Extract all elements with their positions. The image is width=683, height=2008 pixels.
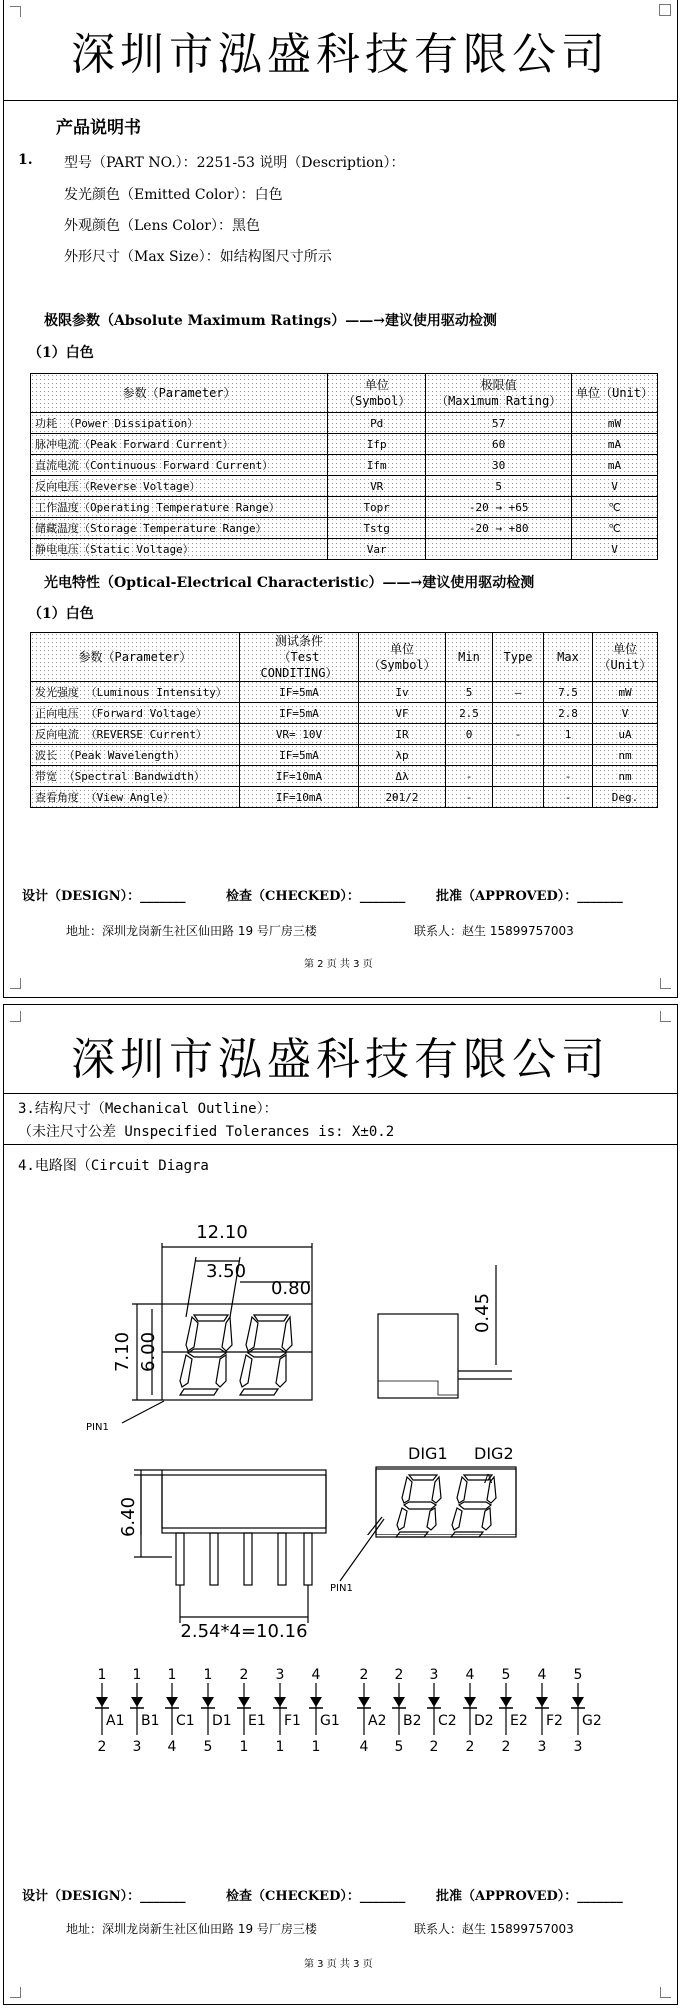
- pin-bottom-number: 5: [394, 1739, 404, 1755]
- table-cell: 发光强度 （Luminous Intensity）: [31, 682, 240, 703]
- table-row: [31, 766, 658, 787]
- pin-top-number: 4: [465, 1667, 475, 1683]
- diode-icon: [500, 1697, 512, 1707]
- diode-icon: [202, 1697, 214, 1707]
- segment-label: F1: [284, 1713, 301, 1729]
- segment-label: B1: [141, 1713, 160, 1729]
- contact: 联系人：赵生 15899757003: [414, 924, 574, 938]
- sign-design: 设计（DESIGN）：_______: [22, 1889, 186, 1904]
- table-row: [31, 682, 658, 703]
- diode-icon: [238, 1697, 250, 1707]
- table-cell: 1: [544, 724, 593, 745]
- doc-heading: 产品说明书: [56, 118, 141, 138]
- dim-digit-width: 3.50: [205, 1261, 247, 1282]
- crop-mark-icon: [660, 1011, 671, 1022]
- table-header: 极限值 （Maximum Rating）: [426, 374, 572, 413]
- table-cell: [493, 766, 544, 787]
- table-cell: [493, 745, 544, 766]
- table-header: 参数（Parameter）: [31, 374, 328, 413]
- front-body-outline: [162, 1475, 326, 1533]
- led-segment-d1: [201, 1667, 232, 1755]
- led-segment-g2: [571, 1667, 602, 1755]
- table-cell: [493, 703, 544, 724]
- sign-checked: 检查（CHECKED）：_______: [226, 889, 406, 904]
- pin-bottom-number: 2: [429, 1739, 439, 1755]
- dim-width-total: 12.10: [196, 1222, 248, 1243]
- abs-arrow-text: 建议使用驱动检测: [384, 313, 497, 329]
- led-segment-d2: [463, 1667, 494, 1755]
- circuit-svg: [4, 1665, 679, 1755]
- pin-top-number: 5: [573, 1667, 583, 1683]
- table-cell: IF=5mA: [240, 745, 359, 766]
- header-rule: [4, 100, 677, 101]
- diode-icon: [572, 1697, 584, 1707]
- table-row: [31, 539, 658, 560]
- table-cell: 直流电流（Continuous Forward Current）: [31, 455, 328, 476]
- max-size: 外形尺寸（Max Size）：如结构图尺寸所示: [64, 249, 332, 265]
- diode-icon: [358, 1697, 370, 1707]
- table-row: [31, 434, 658, 455]
- table-cell: 工作温度（Operating Temperature Range）: [31, 497, 328, 518]
- section-number: 1.: [18, 152, 33, 168]
- table-cell: -: [544, 766, 593, 787]
- table-cell: mW: [593, 682, 658, 703]
- sign-approved: 批准（APPROVED）：_______: [436, 1889, 623, 1904]
- model-line: 型号（PART NO.）：2251-53 说明（Description）：: [64, 155, 405, 171]
- dim-height-inner: 6.00: [138, 1331, 159, 1373]
- pin-top-number: 2: [239, 1667, 249, 1683]
- digit-2-outline: [451, 1475, 496, 1537]
- lens-color: 外观颜色（Lens Color）：黑色: [64, 218, 260, 234]
- table-cell: Ifm: [328, 455, 426, 476]
- table-cell: 7.5: [544, 682, 593, 703]
- table-cell: -20 → +80: [426, 518, 572, 539]
- pin-top-number: 3: [275, 1667, 285, 1683]
- table-cell: Δλ: [359, 766, 446, 787]
- dim-seg-width: 0.80: [270, 1278, 312, 1299]
- table-cell: Topr: [328, 497, 426, 518]
- page-1: [3, 0, 678, 998]
- led-segment-a2: [357, 1667, 386, 1755]
- table-cell: [544, 745, 593, 766]
- pin-bottom-number: 1: [239, 1739, 249, 1755]
- table-cell: 正向电压 （Forward Voltage）: [31, 703, 240, 724]
- mech-heading: 3.结构尺寸（Mechanical Outline）：: [18, 1101, 278, 1117]
- table-cell: IF=5mA: [240, 703, 359, 724]
- pin-lead: [210, 1533, 218, 1585]
- table-cell: IF=5mA: [240, 682, 359, 703]
- pin-bottom-number: 1: [275, 1739, 285, 1755]
- opt-heading-text: 光电特性（Optical-Electrical Characteristic）: [44, 575, 383, 591]
- table-cell: Ifp: [328, 434, 426, 455]
- pin-top-number: 2: [394, 1667, 404, 1683]
- seg-a-label: A: [484, 1472, 493, 1486]
- address: 地址：深圳龙岗新生社区仙田路 19 号厂房三楼: [66, 924, 317, 938]
- pin-bottom-number: 3: [132, 1739, 142, 1755]
- arrow-right-icon: ——→: [382, 575, 423, 591]
- table-cell: 30: [426, 455, 572, 476]
- crop-mark-icon: [660, 1987, 671, 1998]
- pin-top-number: 3: [429, 1667, 439, 1683]
- dim-pin-pitch: 2.54*4=10.16: [180, 1621, 308, 1642]
- side-view-outline: [378, 1314, 458, 1398]
- table-row: [31, 455, 658, 476]
- table-cell: —: [493, 682, 544, 703]
- table-cell: VR: [328, 476, 426, 497]
- table-cell: Var: [328, 539, 426, 560]
- pin-bottom-number: 4: [359, 1739, 369, 1755]
- segment-label: D2: [474, 1713, 494, 1729]
- table-cell: 静电电压（Static Voltage）: [31, 539, 328, 560]
- contact: 联系人：赵生 15899757003: [414, 1922, 574, 1936]
- table-cell: -: [544, 787, 593, 808]
- arrow-right-icon: ——→: [345, 313, 385, 329]
- crop-mark-icon: [10, 1987, 21, 1998]
- pin-top-number: 1: [167, 1667, 177, 1683]
- led-segment-b2: [392, 1667, 422, 1755]
- table-header: Min: [446, 633, 493, 682]
- pin-top-number: 4: [311, 1667, 321, 1683]
- abs-max-table: [30, 373, 658, 560]
- table-cell: ℃: [572, 497, 658, 518]
- table-cell: [493, 787, 544, 808]
- pin1-label-b: PIN1: [330, 1583, 353, 1594]
- pin-bottom-number: 2: [501, 1739, 511, 1755]
- table-cell: mA: [572, 434, 658, 455]
- table-cell: 脉冲电流（Peak Forward Current）: [31, 434, 328, 455]
- table-cell: 2.5: [446, 703, 493, 724]
- table-cell: 60: [426, 434, 572, 455]
- sign-design: 设计（DESIGN）：_______: [22, 889, 186, 904]
- pin-top-number: 1: [203, 1667, 213, 1683]
- table-cell: 功耗 （Power Dissipation）: [31, 413, 328, 434]
- table-cell: IF=10mA: [240, 766, 359, 787]
- table-row: [31, 745, 658, 766]
- pin-bottom-number: 2: [97, 1739, 107, 1755]
- table-header: 单位（Unit）: [572, 374, 658, 413]
- pin-bottom-number: 1: [311, 1739, 321, 1755]
- section-rule: [4, 1144, 677, 1145]
- table-cell: λp: [359, 745, 446, 766]
- dim-pin-height: 6.40: [118, 1496, 139, 1538]
- diode-icon: [131, 1697, 143, 1707]
- table-header: 单位 （Unit）: [593, 633, 658, 682]
- pin-bottom-number: 3: [537, 1739, 547, 1755]
- table-cell: Pd: [328, 413, 426, 434]
- pin-lead: [176, 1533, 184, 1585]
- table-cell: VF: [359, 703, 446, 724]
- table-row: [31, 787, 658, 808]
- dig1-label: DIG1: [408, 1444, 448, 1463]
- pin-bottom-number: 5: [203, 1739, 213, 1755]
- dim-side-thickness: 0.45: [472, 1292, 493, 1334]
- table-row: [31, 497, 658, 518]
- table-cell: IF=10mA: [240, 787, 359, 808]
- company-title: 深圳市泓盛科技有限公司: [71, 29, 610, 80]
- table-cell: -: [446, 766, 493, 787]
- crop-mark-icon: [10, 978, 21, 989]
- table-cell: 波长 （Peak Wavelength）: [31, 745, 240, 766]
- pin-top-number: 1: [97, 1667, 107, 1683]
- led-segment-c2: [427, 1667, 457, 1755]
- table-cell: mA: [572, 455, 658, 476]
- table-header: 参数（Parameter）: [31, 633, 240, 682]
- table-cell: V: [572, 539, 658, 560]
- segment-label: A2: [368, 1713, 387, 1729]
- table-row: [31, 413, 658, 434]
- sign-approved: 批准（APPROVED）：_______: [436, 889, 623, 904]
- opt-subheading: （1）白色: [28, 606, 94, 622]
- segment-label: C2: [438, 1713, 457, 1729]
- circuit-heading: 4.电路图（Circuit Diagra: [18, 1158, 209, 1174]
- table-cell: ℃: [572, 518, 658, 539]
- segment-label: E1: [248, 1713, 266, 1729]
- led-segment-f1: [273, 1667, 301, 1755]
- table-cell: 57: [426, 413, 572, 434]
- table-cell: [426, 539, 572, 560]
- diode-icon: [464, 1697, 476, 1707]
- table-cell: -: [493, 724, 544, 745]
- company-title: 深圳市泓盛科技有限公司: [71, 1034, 610, 1085]
- digit-2-outline: [240, 1315, 292, 1395]
- emitted-color: 发光颜色（Emitted Color）：白色: [64, 187, 283, 203]
- table-row: [31, 703, 658, 724]
- opt-elec-table: [30, 632, 658, 808]
- table-cell: nm: [593, 766, 658, 787]
- led-segment-c1: [165, 1667, 195, 1755]
- table-cell: 储藏温度（Storage Temperature Range）: [31, 518, 328, 539]
- table-cell: 反向电压（Reverse Voltage）: [31, 476, 328, 497]
- table-header: Max: [544, 633, 593, 682]
- table-cell: 0: [446, 724, 493, 745]
- crop-mark-icon: [10, 1011, 21, 1022]
- segment-label: C1: [176, 1713, 195, 1729]
- segment-label: E2: [510, 1713, 528, 1729]
- diode-icon: [96, 1697, 108, 1707]
- table-cell: 2θ1/2: [359, 787, 446, 808]
- led-segment-e2: [499, 1667, 528, 1755]
- table-header: Type: [493, 633, 544, 682]
- table-header: 单位 （Symbol）: [359, 633, 446, 682]
- address: 地址：深圳龙岗新生社区仙田路 19 号厂房三楼: [66, 1922, 317, 1936]
- page-2: [3, 1004, 678, 2005]
- crop-mark-icon: [660, 978, 671, 989]
- led-segment-b1: [130, 1667, 160, 1755]
- digit-1-outline: [180, 1315, 232, 1395]
- led-segment-g1: [309, 1667, 340, 1755]
- table-cell: Tstg: [328, 518, 426, 539]
- table-cell: -20 → +65: [426, 497, 572, 518]
- pin-bottom-number: 3: [573, 1739, 583, 1755]
- page-number: 第 2 页 共 3 页: [304, 959, 373, 970]
- diode-icon: [536, 1697, 548, 1707]
- pin1-label: PIN1: [86, 1422, 109, 1433]
- table-header-row: [31, 374, 658, 413]
- tolerance-note: （未注尺寸公差 Unspecified Tolerances is: X±0.2: [18, 1124, 395, 1140]
- crop-mark-icon: [10, 6, 21, 17]
- table-cell: 带宽 （Spectral Bandwidth）: [31, 766, 240, 787]
- table-row: [31, 518, 658, 539]
- abs-heading: [44, 310, 497, 330]
- table-cell: Iv: [359, 682, 446, 703]
- table-header-row: [31, 633, 658, 682]
- abs-subheading: （1）白色: [28, 345, 94, 361]
- dig2-label: DIG2: [474, 1444, 514, 1463]
- dim-height-total: 7.10: [112, 1331, 133, 1373]
- table-cell: uA: [593, 724, 658, 745]
- diode-icon: [393, 1697, 405, 1707]
- pin-top-number: 5: [501, 1667, 511, 1683]
- sign-checked: 检查（CHECKED）：_______: [226, 1889, 406, 1904]
- table-cell: V: [572, 476, 658, 497]
- segment-label: G2: [582, 1713, 602, 1729]
- table-row: [31, 724, 658, 745]
- diode-icon: [310, 1697, 322, 1707]
- digit-1-outline: [396, 1475, 441, 1537]
- table-header: 测试条件 （Test CONDITING）: [240, 633, 359, 682]
- right-body-outline: [376, 1469, 516, 1537]
- pin-lead: [244, 1533, 252, 1585]
- led-segment-f2: [535, 1667, 563, 1755]
- segment-label: A1: [106, 1713, 125, 1729]
- pin-lead: [278, 1533, 286, 1585]
- segment-label: D1: [212, 1713, 232, 1729]
- table-cell: V: [593, 703, 658, 724]
- segment-label: F2: [546, 1713, 563, 1729]
- pin-bottom-number: 2: [465, 1739, 475, 1755]
- table-cell: 查看角度 （View Angle）: [31, 787, 240, 808]
- pin-lead: [304, 1533, 312, 1585]
- diode-icon: [166, 1697, 178, 1707]
- abs-heading-text: 极限参数（Absolute Maximum Ratings）: [44, 313, 346, 329]
- pin-top-number: 1: [132, 1667, 142, 1683]
- circuit-diagram: [4, 1665, 679, 1755]
- table-cell: nm: [593, 745, 658, 766]
- page-number: 第 3 页 共 3 页: [304, 1959, 373, 1970]
- table-header: 单位 （Symbol）: [328, 374, 426, 413]
- table-cell: 5: [426, 476, 572, 497]
- segment-label: B2: [403, 1713, 422, 1729]
- table-cell: mW: [572, 413, 658, 434]
- led-segment-a1: [95, 1667, 124, 1755]
- front-drawing: [4, 1455, 679, 1645]
- header-rule: [4, 1093, 677, 1094]
- table-cell: 5: [446, 682, 493, 703]
- pin-bottom-number: 4: [167, 1739, 177, 1755]
- opt-arrow-text: 建议使用驱动检测: [422, 575, 535, 591]
- table-cell: 反向电流 （REVERSE Current）: [31, 724, 240, 745]
- diode-icon: [274, 1697, 286, 1707]
- opt-heading: [44, 572, 534, 592]
- led-segment-e1: [237, 1667, 266, 1755]
- table-cell: VR= 10V: [240, 724, 359, 745]
- table-cell: Deg.: [593, 787, 658, 808]
- crop-mark-icon: [659, 4, 671, 16]
- segment-label: G1: [320, 1713, 340, 1729]
- table-cell: 2.8: [544, 703, 593, 724]
- table-cell: -: [446, 787, 493, 808]
- table-row: [31, 476, 658, 497]
- diode-icon: [428, 1697, 440, 1707]
- pin-top-number: 4: [537, 1667, 547, 1683]
- table-cell: IR: [359, 724, 446, 745]
- table-cell: [446, 745, 493, 766]
- pin-top-number: 2: [359, 1667, 369, 1683]
